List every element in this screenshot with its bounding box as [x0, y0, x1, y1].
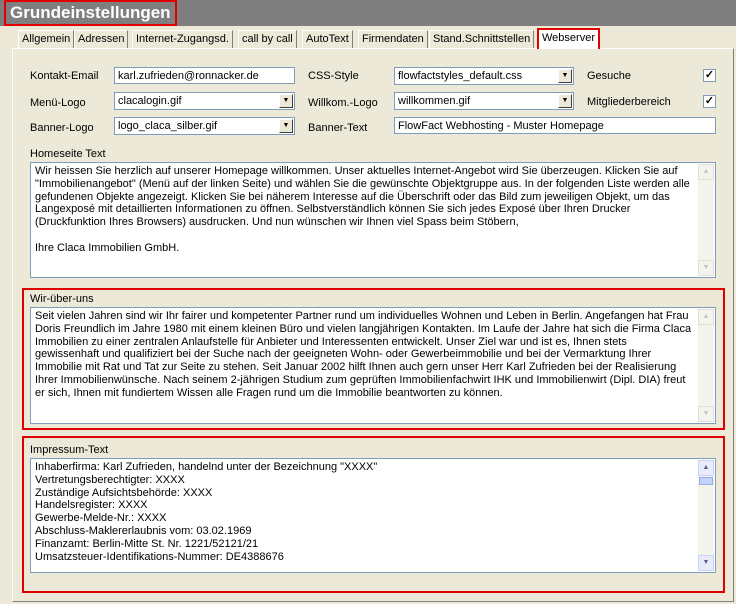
banner-logo-label: Banner-Logo — [30, 122, 94, 134]
homeseite-textarea[interactable] — [30, 162, 716, 278]
wir-ueber-uns-label: Wir-über-uns — [30, 293, 94, 305]
wir-ueber-uns-textarea[interactable] — [30, 307, 716, 424]
scroll-down-icon[interactable]: ▼ — [698, 555, 714, 571]
vertical-scrollbar[interactable] — [698, 164, 714, 276]
tab-webserver[interactable]: Webserver — [537, 28, 600, 49]
menue-logo-label: Menü-Logo — [30, 97, 86, 109]
css-style-label: CSS-Style — [308, 70, 359, 82]
window-title: Grundeinstellungen — [4, 0, 177, 26]
homeseite-text: Wir heissen Sie herzlich auf unserer Homepage willkommen. Unser aktuelles Internet-Angebot wird Sie überzeugen. Klicken Sie auf "Immobilienangebot" (Menü auf der linken Seite) und wählen Sie die gewünschte Objektgruppe aus. In der folgenden Liste werden alle gefundenen Objekte angezeigt. Klicken Sie bei näherem Interesse auf die Überschrift oder das Bild zum jeweiligen Objekt, um das Langexposé mit detaillierten Informationen zu öffnen. Selbstverständlich können Sie sich jedes Exposé über Ihren Drucker (Druckfunktion Ihres Browsers) ausdrucken. Und nun wünschen wir Ihnen viel Spass beim Stöbern, Ihre Claca Immobilien GmbH. — [35, 165, 690, 254]
gesuche-label: Gesuche — [587, 70, 632, 82]
scroll-up-icon[interactable]: ▲ — [698, 460, 714, 476]
kontakt-email-label: Kontakt-Email — [30, 70, 99, 82]
css-style-value: flowfactstyles_default.css — [398, 70, 523, 82]
menue-logo-select[interactable] — [114, 92, 295, 110]
tab-allgemein[interactable]: Allgemein — [18, 30, 74, 48]
impressum-label: Impressum-Text — [30, 444, 109, 456]
scroll-up-icon[interactable]: ▲ — [698, 164, 714, 180]
banner-logo-select[interactable] — [114, 117, 295, 135]
chevron-down-icon[interactable]: ▼ — [279, 119, 293, 133]
banner-text-input[interactable]: FlowFact Webhosting - Muster Homepage — [394, 117, 716, 134]
impressum-text: Inhaberfirma: Karl Zufrieden, handelnd unter der Bezeichnung "XXXX" Vertretungsberechtigter: XXXX Zuständige Aufsichtsbehörde: XXXX Handelsregister: XXXX Gewerbe-Melde-Nr.: XXXX Abschluss-Maklererlaubnis vom: 03.02.1969 Finanzamt: Berlin-Mitte St. Nr. 1221/52121/21 Umsatzsteuer-Identifikations-Nummer: DE4388676 — [35, 461, 378, 563]
tab-internet-zugangsdaten[interactable]: Internet-Zugangsd. — [132, 30, 233, 48]
css-style-select[interactable] — [394, 67, 574, 85]
willkom-logo-select[interactable] — [394, 92, 574, 110]
willkom-logo-value: willkommen.gif — [398, 95, 471, 107]
wir-ueber-uns-text: Seit vielen Jahren sind wir Ihr fairer und kompetenter Partner rund um individuelles Wohnen und Leben in Berlin. Angefangen hat Frau Doris Freundlich im Jahre 1980 mit einem kleinen Büro und vielen langjährigen Kontakten. Im Laufe der Jahre hat sich die Firma Claca Immobilien zu einer zentralen Anlaufstelle für Anbieter und Interessenten entwickelt. Unser Ziel war und ist es, Ihnen stets gewissenhaft und qualifiziert bei der Suche nach der geeigneten Wohn- oder Gewerbeimmobilie und bei der Vermarktung Ihrer Immobilie mit Rat und Tat zur Seite zu stehen. Seit Januar 2002 hilft Ihnen auch gern unser Herr Karl Zufrieden bei der Realisierung Ihrer Immobilienwünsche. Nach seinem 2-jährigen Studium zum geprüften Immobilienfachwirt IHK und Immobilienwirt (Dipl. DIA) freut er sich, Ihnen mit fundiertem Wissen alle Fragen rund um die Immobilie beantworten zu können. — [35, 310, 695, 399]
gesuche-checkbox[interactable]: ✓ — [704, 69, 715, 81]
scroll-down-icon[interactable]: ▼ — [698, 260, 714, 276]
scroll-up-icon[interactable]: ▲ — [698, 309, 714, 325]
scroll-down-icon[interactable]: ▼ — [698, 406, 714, 422]
mitgliederbereich-label: Mitgliederbereich — [587, 96, 671, 108]
vertical-scrollbar[interactable] — [698, 460, 714, 571]
tab-autotext[interactable]: AutoText — [302, 30, 353, 48]
tab-call-by-call[interactable]: call by call — [238, 30, 297, 48]
chevron-down-icon[interactable]: ▼ — [558, 94, 572, 108]
menue-logo-value: clacalogin.gif — [118, 95, 182, 107]
tab-firmendaten[interactable]: Firmendaten — [358, 30, 428, 48]
scroll-thumb[interactable] — [699, 477, 713, 485]
willkom-logo-label: Willkom.-Logo — [308, 97, 378, 109]
homeseite-text-label: Homeseite Text — [30, 148, 106, 160]
chevron-down-icon[interactable]: ▼ — [279, 94, 293, 108]
kontakt-email-input[interactable]: karl.zufrieden@ronnacker.de — [114, 67, 295, 84]
impressum-textarea[interactable] — [30, 458, 716, 573]
vertical-scrollbar[interactable] — [698, 309, 714, 422]
banner-logo-value: logo_claca_silber.gif — [118, 120, 218, 132]
mitgliederbereich-checkbox[interactable]: ✓ — [704, 95, 715, 107]
chevron-down-icon[interactable]: ▼ — [558, 69, 572, 83]
banner-text-label: Banner-Text — [308, 122, 368, 134]
tab-stand-schnittstellen[interactable]: Stand.Schnittstellen — [429, 30, 534, 48]
tab-adressen[interactable]: Adressen — [74, 30, 128, 48]
